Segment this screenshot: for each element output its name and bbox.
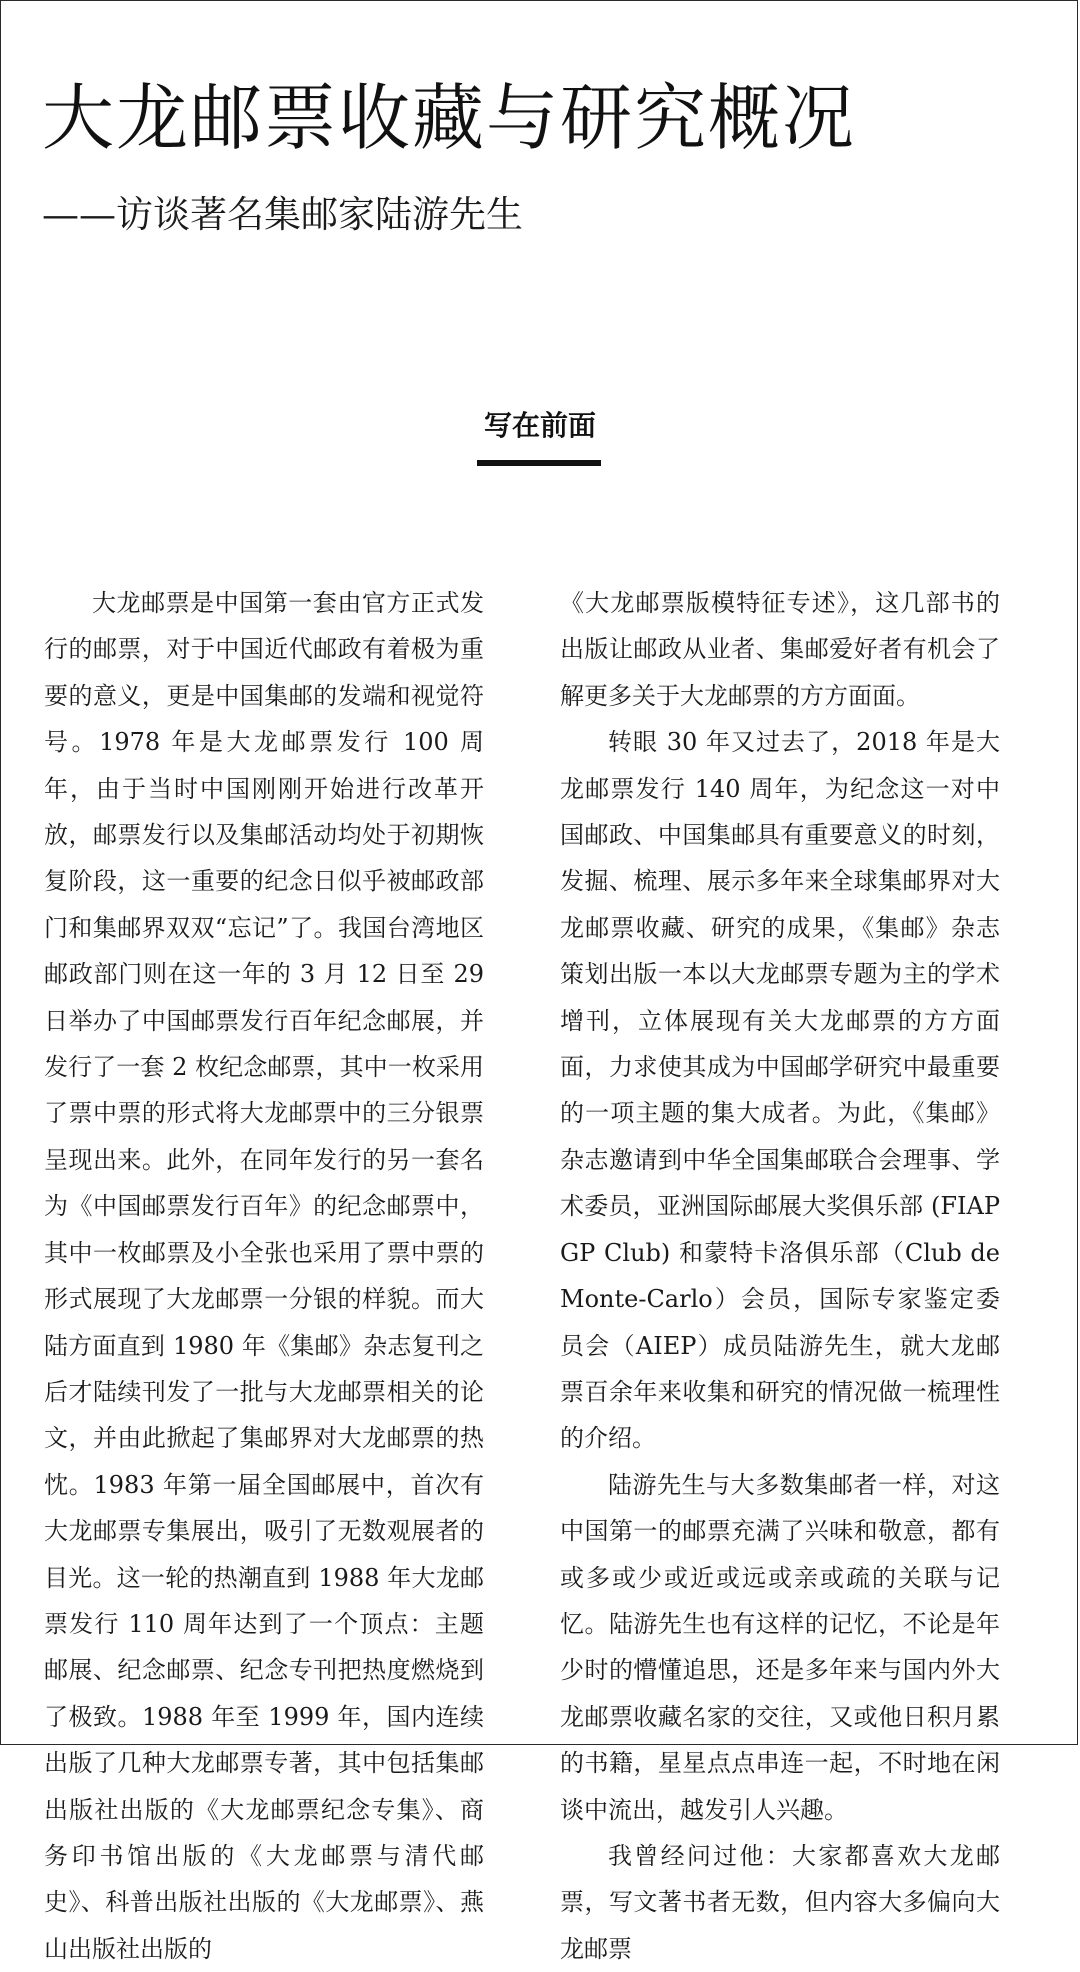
section-heading: 写在前面: [483, 409, 596, 442]
paragraph-4: 我曾经问过他：大家都喜欢大龙邮票，写文著书者无数，但内容大多偏向大龙邮票: [560, 1841, 1000, 1963]
paragraph-2: 转眼 30 年又过去了，2018 年是大龙邮票发行 140 周年，为纪念这一对中国邮政、中国集邮具有重要意义的时刻，发掘、梳理、展示多年来全球集邮界对大龙邮票收藏、研究的成果，《集邮》杂志策划出版一本以大龙邮票专题为主的学术增刊，立体展现有关大龙邮票的方方面面，力求使其成为中国邮学研究中最重要的一项主题的集大成者。为此，《集邮》杂志邀请到中华全国集邮联合会理事、学术委员，亚洲国际邮展大奖俱乐部 (FIAP GP Club) 和蒙特卡洛俱乐部（Club de Monte-Carlo）会员，国际专家鉴定委员会（AIEP）成员陆游先生，就大龙邮票百余年来收集和研究的情况做一梳理性的介绍。: [560, 728, 1000, 1453]
article-title: 大龙邮票收藏与研究概况: [42, 76, 857, 160]
paragraph-1: 大龙邮票是中国第一套由官方正式发行的邮票，对于中国近代邮政有着极为重要的意义，更是中国集邮的发端和视觉符号。1978 年是大龙邮票发行 100 周年，由于当时中国刚刚开始进行改革开放，邮票发行以及集邮活动均处于初期恢复阶段，这一重要的纪念日似乎被邮政部门和集邮界双双“忘记”了。我国台湾地区邮政部门则在这一年的 3 月 12 日至 29 日举办了中国邮票发行百年纪念邮展，并发行了一套 2 枚纪念邮票，其中一枚采用了票中票的形式将大龙邮票中的三分银票呈现出来。此外，在同年发行的另一套名为《中国邮票发行百年》的纪念邮票中，其中一枚邮票及小全张也采用了票中票的形式展现了大龙邮票一分银的样貌。而大陆方面直到 1980 年《集邮》杂志复刊之后才陆续刊发了一批与大龙邮票相关的论文，并由此掀起了集邮界对大龙邮票的热忱。1983 年第一届全国邮展中，首次有大龙邮票专集展出，吸引了无数观展者的目光。这一轮的热潮直到 1988 年大龙邮票发行 110 周年达到了一个顶点：主题邮展、纪念邮票、纪念专刊把热度燃烧到了极致。1988 年至 1999 年，国内连续出版了几种大龙邮票专著，其中包括集邮出版社出版的《大龙邮票纪念专集》、商务印书馆出版的《大龙邮票与清代邮史》、科普出版社出版的《大龙邮票》、燕山出版社出版的: [44, 589, 484, 1963]
paragraph-1-continued: 《大龙邮票版模特征专述》，这几部书的出版让邮政从业者、集邮爱好者有机会了解更多关于大龙邮票的方方面面。: [560, 589, 1000, 710]
text-column-left: [44, 580, 484, 1972]
paragraph-3: 陆游先生与大多数集邮者一样，对这中国第一的邮票充满了兴味和敬意，都有或多或少或近或远或亲或疏的关联与记忆。陆游先生也有这样的记忆，不论是年少时的懵懂追思，还是多年来与国内外大龙邮票收藏名家的交往，又或他日积月累的书籍，星星点点串连一起，不时地在闲谈中流出，越发引人兴趣。: [560, 1470, 1000, 1824]
text-column-right: [560, 580, 1000, 1972]
article-subtitle: ——访谈著名集邮家陆游先生: [42, 193, 523, 236]
heading-underline: [477, 460, 601, 466]
